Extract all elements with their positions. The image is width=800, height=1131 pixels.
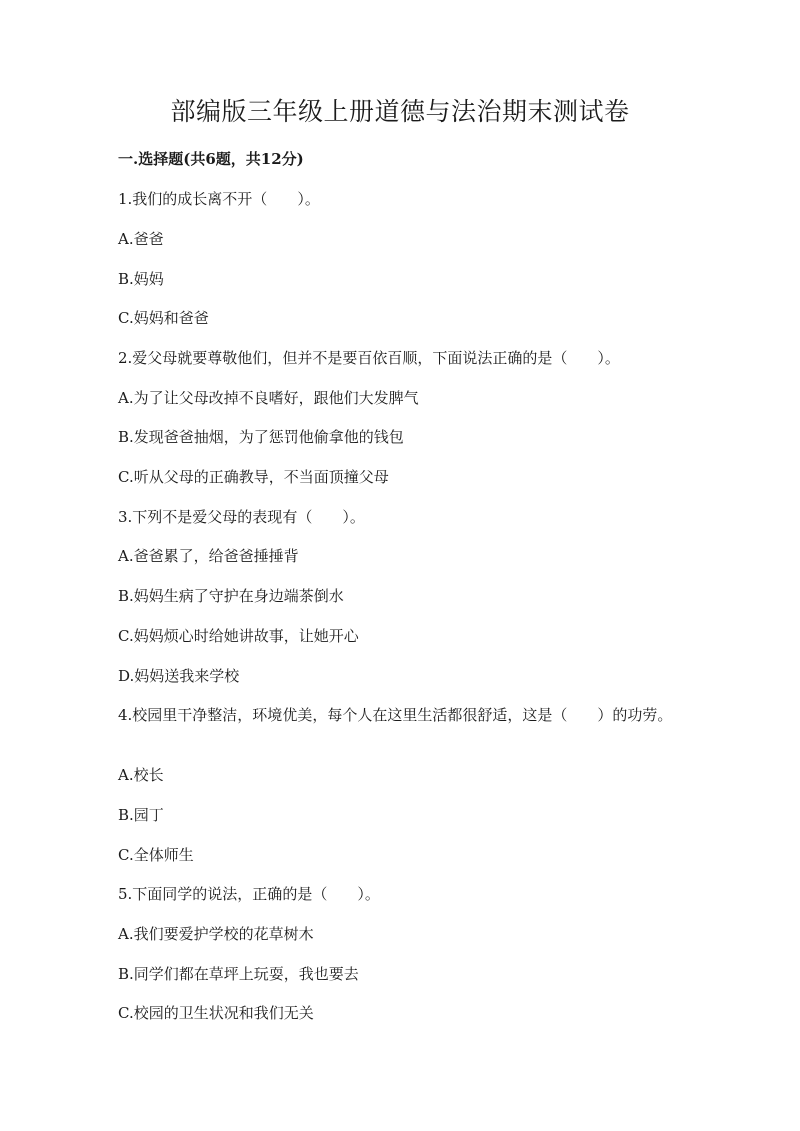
question-4-stem: 4.校园里干净整洁，环境优美，每个人在这里生活都很舒适，这是（ ）的功劳。 [118, 706, 673, 724]
question-5-option-c: C.校园的卫生状况和我们无关 [118, 1004, 314, 1022]
question-3-stem: 3.下列不是爱父母的表现有（ ）。 [118, 508, 365, 526]
question-4-option-c: C.全体师生 [118, 846, 194, 864]
question-1-stem: 1.我们的成长离不开（ ）。 [118, 190, 320, 208]
page-title: 部编版三年级上册道德与法治期末测试卷 [170, 97, 630, 126]
question-2-option-a: A.为了让父母改掉不良嗜好，跟他们大发脾气 [118, 389, 419, 407]
question-1-option-b: B.妈妈 [118, 270, 164, 288]
section-heading: 一.选择题(共6题，共12分) [118, 150, 304, 168]
question-5-stem: 5.下面同学的说法，正确的是（ ）。 [118, 885, 380, 903]
question-2-stem: 2.爱父母就要尊敬他们，但并不是要百依百顺，下面说法正确的是（ ）。 [118, 349, 620, 367]
question-2-option-c: C.听从父母的正确教导，不当面顶撞父母 [118, 468, 389, 486]
question-1-option-a: A.爸爸 [118, 230, 164, 248]
question-3-option-c: C.妈妈烦心时给她讲故事，让她开心 [118, 627, 359, 645]
question-4-option-a: A.校长 [118, 766, 164, 784]
question-3-option-b: B.妈妈生病了守护在身边端茶倒水 [118, 587, 344, 605]
question-2-option-b: B.发现爸爸抽烟，为了惩罚他偷拿他的钱包 [118, 428, 404, 446]
question-1-option-c: C.妈妈和爸爸 [118, 309, 209, 327]
question-5-option-b: B.同学们都在草坪上玩耍，我也要去 [118, 965, 359, 983]
question-3-option-d: D.妈妈送我来学校 [118, 667, 240, 685]
question-4-option-b: B.园丁 [118, 806, 164, 824]
question-5-option-a: A.我们要爱护学校的花草树木 [118, 925, 314, 943]
question-3-option-a: A.爸爸累了，给爸爸捶捶背 [118, 547, 299, 565]
